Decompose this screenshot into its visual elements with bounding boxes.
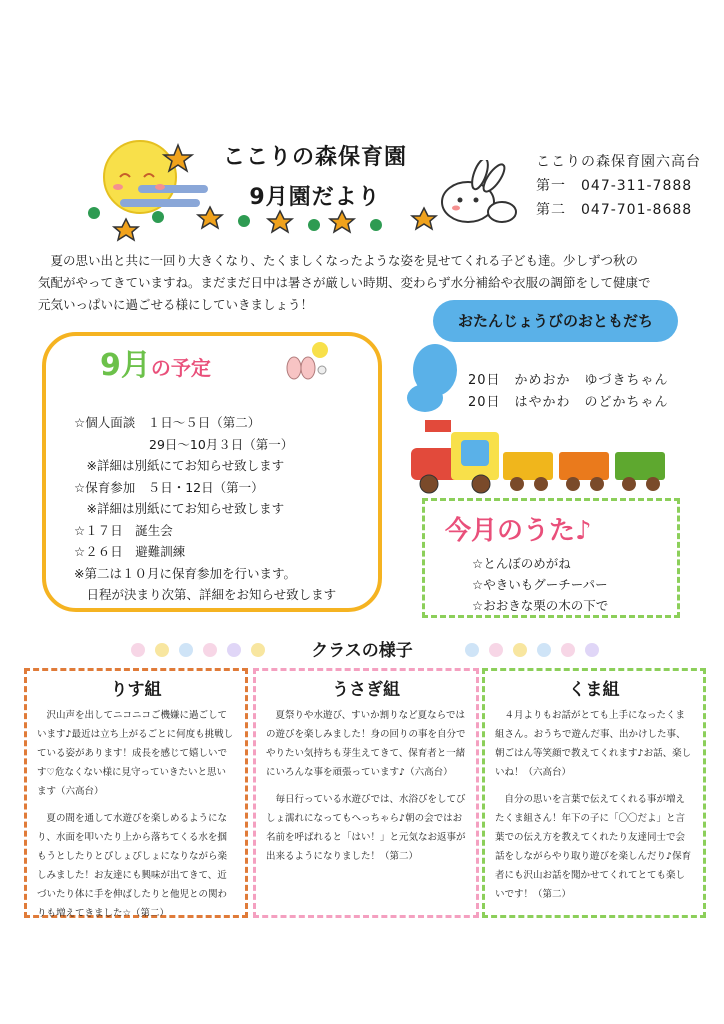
phone-1: 第一 047-311-7888: [536, 178, 693, 194]
song-list: [472, 553, 608, 616]
class-report: ４月よりもお話がとても上手になったくま組さん。おうちで遊んだ事、出かけした事、朝ごはん等笑顔で教えてくれます♪お話、楽しいね！（六高台）: [495, 710, 692, 778]
schedule-item: 日程が決まり次第、詳細をお知らせ致します: [74, 587, 337, 602]
star-icon: [330, 211, 354, 232]
schedule-item: 29日～10月３日（第一）: [74, 436, 294, 452]
star-icon: [268, 211, 292, 232]
intro-line: 気配がやってきていますね。まだまだ日中は暑さが厳しい時期、変わらず水分補給や衣服の調節をして健康で: [38, 275, 651, 290]
contact-block: [536, 150, 701, 222]
class-section-title: クラスの様子: [311, 641, 413, 661]
schedule-list: [74, 412, 384, 606]
birthday-item: 20日 かめおか ゆづきちゃん: [468, 373, 669, 388]
schedule-item: ※詳細は別紙にてお知らせ致します: [74, 501, 285, 516]
newsletter-subtitle: 9月園だより: [249, 185, 381, 210]
birthday-banner: おたんじょうびのおともだち: [433, 300, 678, 342]
intro-line: 元気いっぱいに過ごせる様にしていきましょう！: [38, 297, 314, 312]
schedule-item: ※詳細は別紙にてお知らせ致します: [74, 458, 285, 473]
class-risu-box: [24, 668, 248, 918]
schedule-title: [100, 340, 211, 384]
song-title: 今月のうた♪: [445, 516, 592, 546]
star-icon: [114, 219, 138, 240]
schedule-item: ☆個人面談 １日～５日（第二）: [74, 415, 261, 430]
schedule-title-label: の予定: [150, 356, 211, 380]
train-icon: [405, 340, 675, 495]
birthday-item: 20日 はやかわ のどかちゃん: [468, 395, 669, 410]
schedule-item: ※第二は１０月に保育参加を行います。: [74, 565, 296, 581]
class-usagi-box: [253, 668, 479, 918]
schedule-item: ☆１７日 誕生会: [74, 522, 173, 538]
contact-name: ここりの森保育園六高台: [536, 154, 701, 170]
class-report: 毎日行っている水遊びでは、水浴びをしてびしょ濡れになってもへっちゃら♪朝の会ではお名前を呼ばれると「はい！」と元気なお返事が出来るようになりました！（第二）: [266, 794, 466, 862]
class-report: 夏の間を通して水遊びを楽しめるようになり、水面を叩いたり上から落ちてくる水を掴もうとしたりとぴしょぴしょになりながら楽しみました！お友達にも興味が出てきて、近づいたり体に手を伸ばしたりと他児との関わりも増えてきました☆（第二）: [37, 813, 228, 919]
class-report: 夏祭りや水遊び、すいか割りなど夏ならではの遊びを楽しみました！身の回りの事を自分でやりたい気持ちも芽生えてきて、保育者と一緒にいろんな事を頑張っています♪（六高台）: [266, 710, 466, 778]
birthday-list: [468, 370, 669, 414]
class-kuma-box: [482, 668, 706, 918]
song-item: ☆おおきな栗の木の下で: [472, 598, 609, 613]
schedule-title-month: 9月: [100, 348, 151, 383]
schedule-item: ☆保育参加 ５日・12日（第一）: [74, 479, 264, 495]
class-name: りす組: [110, 680, 162, 700]
intro-line: 夏の思い出と共に一回り大きくなり、たくましくなったような姿を見せてくれる子ども達。少しずつ秋の: [38, 253, 639, 268]
schedule-item: ☆２６日 避難訓練: [74, 544, 186, 559]
song-item: ☆とんぼのめがね: [472, 556, 571, 571]
class-name: くま組: [568, 680, 620, 700]
newsletter-title: ここりの森保育園: [222, 145, 407, 170]
class-name: うさぎ組: [332, 680, 400, 700]
class-report: 自分の思いを言葉で伝えてくれる事が増えたくま組さん！年下の子に「〇〇だよ」と言葉での伝え方を教えてくれたり友達同士で会話をしながらやり取り遊びを楽しんだり♪保育者にも沢山お話を聞かせてくれてとても楽しいです！（第二）: [495, 794, 692, 900]
class-report: 沢山声を出してニコニコご機嫌に過ごしています♪最近は立ち上がるごとに何度も挑戦している姿があります！成長を感じて嬉しいです♡危なくない様に見守っていきたいと思います（六高台）: [37, 710, 234, 797]
phone-2: 第二 047-701-8688: [536, 202, 693, 218]
song-item: ☆やきいもグーチーパー: [472, 577, 608, 592]
rabbits-dango-icon: [280, 340, 330, 382]
